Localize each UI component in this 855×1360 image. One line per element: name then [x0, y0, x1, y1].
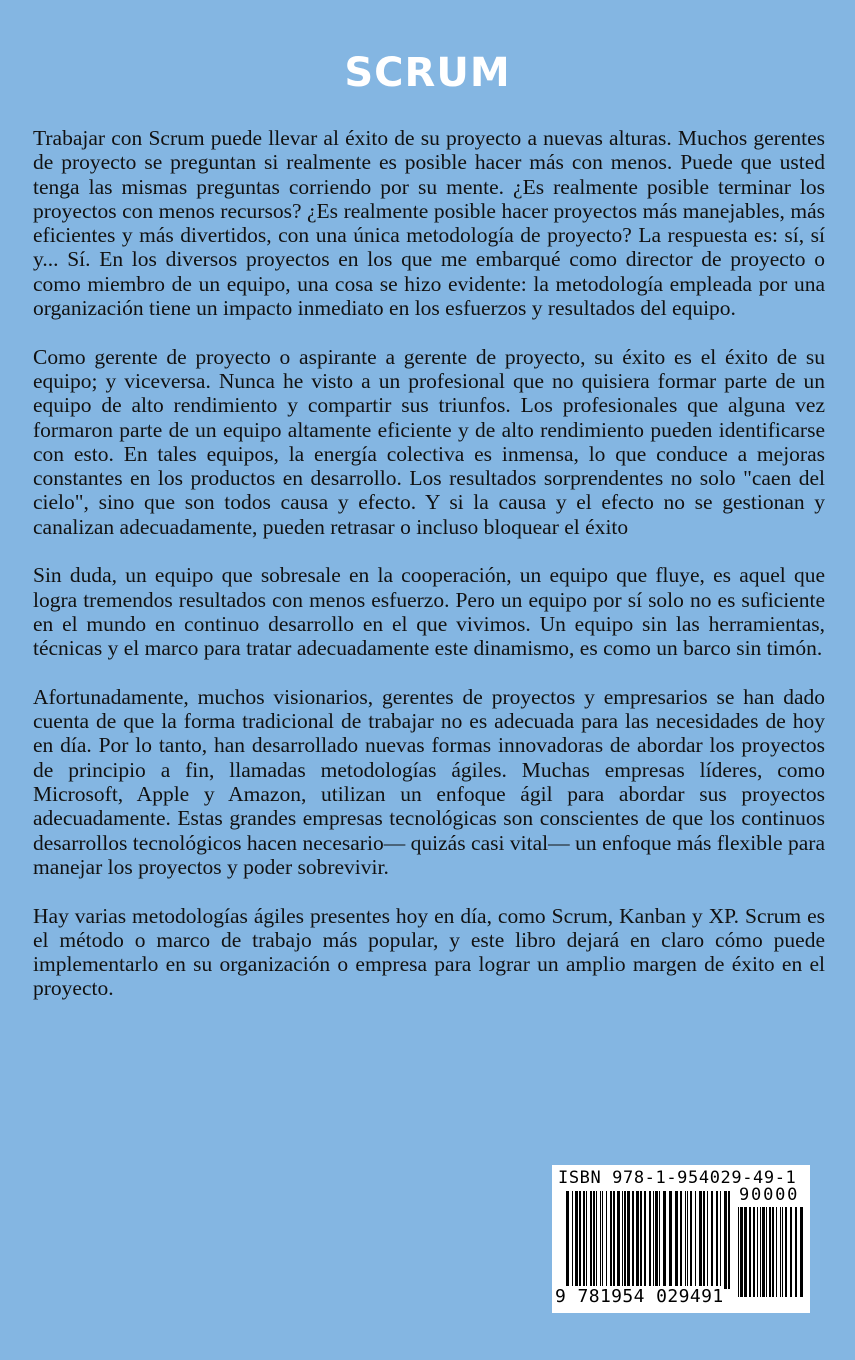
blurb-paragraph-4: Afortunadamente, muchos visionarios, gerentes de proyectos y empresarios se han dado cuenta de que la forma tradicional de trabajar no es adecuada para las necesidades de hoy en día. Por lo tanto, han desarrollado nuevas formas innovadoras de abordar los proyectos de principio a fin, llamadas metodologías ágiles. Muchas empresas líderes, como Microsoft, Apple y Amazon, utilizan un enfoque ágil para abordar sus proyectos adecuadamente. Estas grandes empresas tecnológicas son conscientes de que los continuos desarrollos tecnológicos hacen necesario— quizás casi vital— un enfoque más flexible para manejar los proyectos y poder sobrevivir. [33, 684, 825, 879]
blurb-paragraph-2: Como gerente de proyecto o aspirante a gerente de proyecto, su éxito es el éxito de su equipo; y viceversa. Nunca he visto a un profesional que no quisiera formar parte de un equipo de alto rendimiento y compartir sus triunfos. Los profesionales que alguna vez formaron parte de un equipo altamente eficiente y de alto rendimiento pueden identificarse con esto. En tales equipos, la energía colectiva es inmensa, lo que conduce a mejoras constantes en los productos en desarrollo. Los resultados sorprendentes no solo "caen del cielo", sino que son todos causa y efecto. Y si la causa y el efecto no se gestionan y canalizan adecuadamente, pueden retrasar o incluso bloquear el éxito [33, 344, 825, 539]
blurb [33, 126, 825, 1025]
price-code: 90000 [739, 1185, 800, 1205]
blurb-paragraph-3: Sin duda, un equipo que sobresale en la cooperación, un equipo que fluye, es aquel que logra tremendos resultados con menos esfuerzo. Pero un equipo por sí solo no es suficiente en el mundo en continuo desarrollo en el que vivimos. Un equipo sin las herramientas, técnicas y el marco para tratar adecuadamente este dinamismo, es como un barco sin timón. [33, 563, 825, 661]
book-title: SCRUM [344, 50, 511, 96]
barcode-bars-icon [566, 1191, 730, 1289]
isbn-barcode [552, 1165, 810, 1313]
blurb-paragraph-1: Trabajar con Scrum puede llevar al éxito de su proyecto a nuevas alturas. Muchos gerentes de proyecto se preguntan si realmente es posible hacer más con menos. Puede que usted tenga las mismas preguntas corriendo por su mente. ¿Es realmente posible terminar los proyectos con menos recursos? ¿Es realmente posible hacer proyectos más manejables, más eficientes y más divertidos, con una única metodología de proyecto? La respuesta es: sí, sí y... Sí. En los diversos proyectos en los que me embarqué como director de proyecto o como miembro de un equipo, una cosa se hizo evidente: la metodología empleada por una organización tiene un impacto inmediato en los esfuerzos y resultados del equipo. [33, 126, 825, 321]
addon-barcode-bars-icon [738, 1207, 804, 1297]
blurb-paragraph-5: Hay varias metodologías ágiles presentes hoy en día, como Scrum, Kanban y XP. Scrum es el método o marco de trabajo más popular, y este libro dejará en claro cómo puede implementarlo en su organización o empresa para lograr un amplio margen de éxito en el proyecto. [33, 903, 825, 1001]
isbn-digits: 9 781954 029491 [555, 1286, 724, 1307]
isbn-label: ISBN 978-1-954029-49-1 [558, 1168, 797, 1188]
